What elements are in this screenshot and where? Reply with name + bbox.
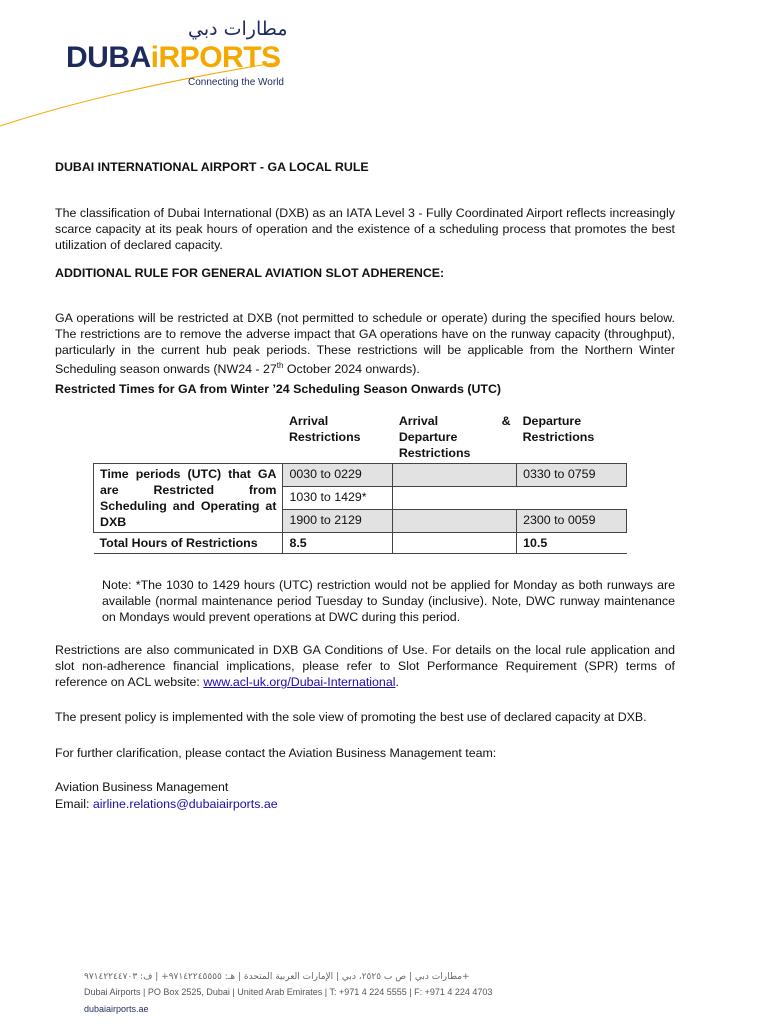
departure-period-3: 2300 to 0059 [517, 510, 627, 533]
doc-heading: DUBAI INTERNATIONAL AIRPORT - GA LOCAL RULE [55, 160, 369, 174]
row-label-time-periods: Time periods (UTC) that GA are Restricted from Scheduling and Operating at DXB [94, 464, 283, 533]
header-arrival-departure: Arrival & Departure Restrictions [393, 411, 517, 464]
total-departure: 10.5 [517, 533, 627, 554]
total-arr-dep [393, 533, 517, 554]
communication-paragraph [55, 642, 675, 690]
ga-restriction-paragraph [55, 310, 675, 377]
restrictions-table [93, 411, 627, 554]
ga-restriction-text-end: October 2024 onwards). [283, 362, 420, 377]
ga-restriction-text: GA operations will be restricted at DXB (not permitted to schedule or operate) during the specified hours below. The restrictions are to remove the adverse impact that GA operations have on the runway capacity (throughput), particularly in the current hub peak periods. These restrictions will be applicable from the Northern Winter Scheduling season onwards (NW24 - 27 [55, 311, 675, 377]
table-note: Note: *The 1030 to 1429 hours (UTC) restriction would not be applied for Monday as both runways are available (normal maintenance period Tuesday to Sunday (inclusive). Note, DWC runway maintenance on Mondays would prevent operations at DWC during this period. [102, 578, 675, 625]
total-label: Total Hours of Restrictions [94, 533, 283, 554]
total-row [94, 533, 627, 554]
logo-arabic: مطارات دبي [188, 18, 288, 40]
footer-arabic: مطارات دبي | ص ب ٢٥٢٥، دبي | الإمارات العربية المتحدة | هـ: ٩٧١٤٢٢٤٥٥٥٥+ | ف: ٩٧١٤٢٢٤٤٧٠٣+ [84, 972, 470, 982]
intro-paragraph: The classification of Dubai International (DXB) as an IATA Level 3 - Fully Coordinated Airport reflects increasingly scarce capacity at its peak hours of operation and the existence of a scheduling process that promotes the best utilization of declared capacity. [55, 206, 675, 253]
table-title: Restricted Times for GA from Winter ’24 Scheduling Season Onwards (UTC) [55, 382, 502, 396]
email-link[interactable]: airline.relations@dubaiairports.ae [92, 797, 278, 812]
table-header-row [94, 411, 627, 464]
arrival-period-2: 1030 to 1429* [283, 487, 393, 510]
logo-part-i: i [150, 41, 159, 74]
arr-dep-period-3 [393, 510, 517, 533]
header-empty [94, 411, 283, 464]
arr-dep-period-2 [393, 487, 517, 510]
logo-part-rports: RPORTS [158, 41, 281, 74]
departure-period-1: 0330 to 0759 [517, 464, 627, 487]
total-arrival: 8.5 [283, 533, 393, 554]
footer-address: Dubai Airports | PO Box 2525, Dubai | United Arab Emirates | T: +971 4 224 5555 | F: +971 4 224 4703 [84, 987, 493, 997]
contact-email-line [55, 796, 675, 812]
footer-website: dubaiairports.ae [84, 1004, 149, 1014]
subheading: ADDITIONAL RULE FOR GENERAL AVIATION SLOT ADHERENCE: [55, 266, 445, 280]
communication-text: Restrictions are also communicated in DXB GA Conditions of Use. For details on the local rule application and slot non-adherence financial implications, please refer to Slot Performance Requirement (SPR) terms of reference on ACL website: [55, 643, 675, 690]
departure-period-2 [517, 487, 627, 510]
communication-end: . [395, 675, 399, 690]
arrival-period-1: 0030 to 0229 [283, 464, 393, 487]
arr-dep-period-1 [393, 464, 517, 487]
acl-website-link[interactable]: www.acl-uk.org/Dubai-International [203, 675, 396, 690]
logo-tagline: Connecting the World [188, 77, 284, 88]
contact-team: Aviation Business Management [55, 780, 229, 795]
header-arrival: Arrival Restrictions [283, 411, 393, 464]
header-departure: Departure Restrictions [517, 411, 627, 464]
logo-part-duba: DUBA [66, 41, 151, 74]
ordinal-suffix: th [276, 361, 284, 371]
table-row [94, 464, 627, 487]
clarification-paragraph: For further clarification, please contact the Aviation Business Management team: [55, 746, 497, 761]
logo [66, 41, 281, 75]
email-label: Email: [55, 797, 93, 812]
arrival-period-3: 1900 to 2129 [283, 510, 393, 533]
policy-paragraph: The present policy is implemented with the sole view of promoting the best use of declared capacity at DXB. [55, 710, 647, 725]
